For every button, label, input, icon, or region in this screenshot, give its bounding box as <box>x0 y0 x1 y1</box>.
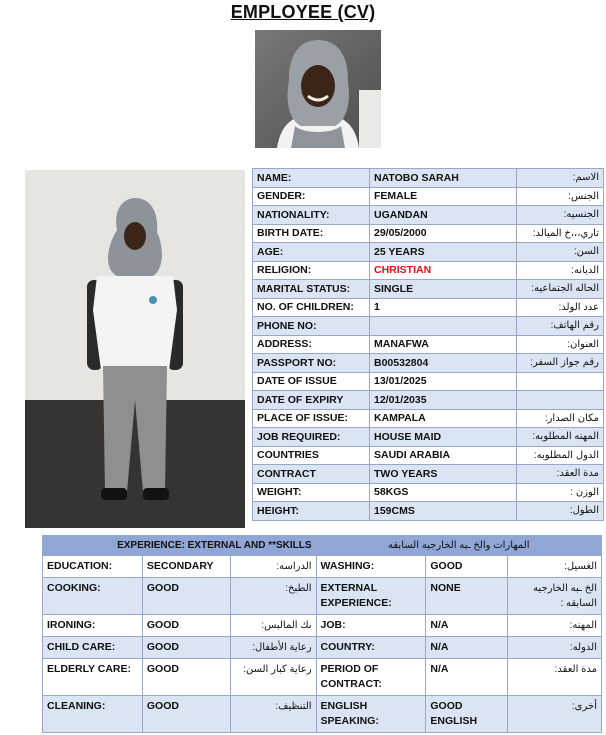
info-value: 58KGS <box>370 483 517 502</box>
info-row <box>253 446 604 465</box>
skill-value: GOOD <box>142 637 230 659</box>
skill-label-en: CHILD CARE: <box>43 637 143 659</box>
info-label-en: COUNTRIES <box>253 446 370 465</box>
skill-label-ar: التنظيف: <box>230 696 316 733</box>
info-label-en: NO. OF CHILDREN: <box>253 298 370 317</box>
skills-row <box>43 696 602 733</box>
info-label-ar: الحاله الجتماعيه: <box>517 280 604 299</box>
info-value: KAMPALA <box>370 409 517 428</box>
experience-value: N/A <box>426 615 508 637</box>
skill-label-ar: رعاية الأطفال: <box>230 637 316 659</box>
info-value: UGANDAN <box>370 206 517 225</box>
info-label-en: PASSPORT NO: <box>253 354 370 373</box>
experience-value: GOOD <box>426 556 508 578</box>
info-label-en: ADDRESS: <box>253 335 370 354</box>
skill-label-ar: الدراسه: <box>230 556 316 578</box>
info-row <box>253 298 604 317</box>
info-row <box>253 335 604 354</box>
info-value: SAUDI ARABIA <box>370 446 517 465</box>
info-label-ar: رقم جواز السفر: <box>517 354 604 373</box>
experience-value: GOOD ENGLISH <box>426 696 508 733</box>
info-label-en: WEIGHT: <box>253 483 370 502</box>
portrait-photo <box>255 30 381 148</box>
info-value: CHRISTIAN <box>370 261 517 280</box>
info-label-ar: الجنسيه: <box>517 206 604 225</box>
experience-value: N/A <box>426 659 508 696</box>
info-label-ar: تاري،،،خ الميالد: <box>517 224 604 243</box>
skills-row <box>43 659 602 696</box>
info-label-en: AGE: <box>253 243 370 262</box>
info-label-ar: الوزن : <box>517 483 604 502</box>
info-row <box>253 391 604 410</box>
experience-label-ar: الغسيل: <box>508 556 602 578</box>
info-value: SINGLE <box>370 280 517 299</box>
info-label-ar: السن: <box>517 243 604 262</box>
info-label-ar: الاسم: <box>517 169 604 188</box>
info-row <box>253 465 604 484</box>
info-label-en: DATE OF ISSUE <box>253 372 370 391</box>
info-label-en: RELIGION: <box>253 261 370 280</box>
info-label-en: PLACE OF ISSUE: <box>253 409 370 428</box>
info-row <box>253 409 604 428</box>
info-row <box>253 280 604 299</box>
experience-label-en: JOB: <box>316 615 426 637</box>
skill-value: GOOD <box>142 696 230 733</box>
info-value: HOUSE MAID <box>370 428 517 447</box>
info-row <box>253 261 604 280</box>
page-title: EMPLOYEE (CV) <box>230 2 376 22</box>
info-label-ar: مدة العقد: <box>517 465 604 484</box>
skill-value: GOOD <box>142 578 230 615</box>
info-label-en: CONTRACT <box>253 465 370 484</box>
skill-label-ar: رعاية كبار السن: <box>230 659 316 696</box>
info-row <box>253 243 604 262</box>
info-label-ar: الطول: <box>517 502 604 521</box>
info-label-en: HEIGHT: <box>253 502 370 521</box>
info-value: 29/05/2000 <box>370 224 517 243</box>
skill-value: GOOD <box>142 615 230 637</box>
info-label-ar <box>517 372 604 391</box>
skill-label-en: EDUCATION: <box>43 556 143 578</box>
info-row <box>253 224 604 243</box>
experience-label-ar: الدوله: <box>508 637 602 659</box>
skill-label-en: COOKING: <box>43 578 143 615</box>
experience-label-ar: الخ ـبه الخارجيه السابقه : <box>508 578 602 615</box>
skills-header-row <box>43 536 602 556</box>
experience-label-en: COUNTRY: <box>316 637 426 659</box>
experience-label-en: WASHING: <box>316 556 426 578</box>
info-value <box>370 317 517 336</box>
skill-value: GOOD <box>142 659 230 696</box>
info-row <box>253 372 604 391</box>
info-value: 1 <box>370 298 517 317</box>
info-value: NATOBO SARAH <box>370 169 517 188</box>
info-label-en: GENDER: <box>253 187 370 206</box>
info-label-ar <box>517 391 604 410</box>
experience-label-en: PERIOD OF CONTRACT: <box>316 659 426 696</box>
info-label-en: MARITAL STATUS: <box>253 280 370 299</box>
skill-label-en: ELDERLY CARE: <box>43 659 143 696</box>
experience-label-en: ENGLISH SPEAKING: <box>316 696 426 733</box>
skills-row <box>43 615 602 637</box>
skill-label-en: CLEANING: <box>43 696 143 733</box>
skills-row <box>43 578 602 615</box>
info-label-ar: رقم الهاتف: <box>517 317 604 336</box>
personal-info-table <box>252 168 604 521</box>
info-label-ar: عدد الولد: <box>517 298 604 317</box>
info-label-ar: مكان الصدار: <box>517 409 604 428</box>
info-label-en: BIRTH DATE: <box>253 224 370 243</box>
info-label-en: NAME: <box>253 169 370 188</box>
experience-value: NONE <box>426 578 508 615</box>
info-value: B00532804 <box>370 354 517 373</box>
info-label-en: DATE OF EXPIRY <box>253 391 370 410</box>
info-value: 12/01/2035 <box>370 391 517 410</box>
info-label-ar: الدول المطلوبه: <box>517 446 604 465</box>
info-value: 25 YEARS <box>370 243 517 262</box>
skill-label-ar: ىك المالبس: <box>230 615 316 637</box>
skill-value: SECONDARY <box>142 556 230 578</box>
info-row <box>253 317 604 336</box>
info-row <box>253 187 604 206</box>
experience-value: N/A <box>426 637 508 659</box>
experience-label-ar: مدة العقد: <box>508 659 602 696</box>
info-label-ar: الديانه: <box>517 261 604 280</box>
full-body-photo <box>25 170 245 528</box>
info-row <box>253 206 604 225</box>
skills-header-ar: المهارات والخ ـبه الخارجيه السابقه <box>316 536 601 556</box>
info-row <box>253 483 604 502</box>
info-value: 159CMS <box>370 502 517 521</box>
info-value: 13/01/2025 <box>370 372 517 391</box>
skills-row <box>43 637 602 659</box>
info-row <box>253 428 604 447</box>
info-row <box>253 354 604 373</box>
info-value: MANAFWA <box>370 335 517 354</box>
info-row <box>253 502 604 521</box>
info-label-ar: المهنه المطلوبه: <box>517 428 604 447</box>
info-label-en: NATIONALITY: <box>253 206 370 225</box>
info-row <box>253 169 604 188</box>
info-value: TWO YEARS <box>370 465 517 484</box>
skills-row <box>43 556 602 578</box>
experience-label-en: EXTERNAL EXPERIENCE: <box>316 578 426 615</box>
skills-experience-table <box>42 535 602 733</box>
info-label-ar: العنوان: <box>517 335 604 354</box>
experience-label-ar: أخرى: <box>508 696 602 733</box>
info-label-en: PHONE NO: <box>253 317 370 336</box>
skill-label-en: IRONING: <box>43 615 143 637</box>
info-value: FEMALE <box>370 187 517 206</box>
experience-label-ar: المهنه: <box>508 615 602 637</box>
skills-header-en: EXPERIENCE: EXTERNAL AND **SKILLS <box>43 536 317 556</box>
info-label-ar: الجنس: <box>517 187 604 206</box>
skill-label-ar: الطبخ: <box>230 578 316 615</box>
info-label-en: JOB REQUIRED: <box>253 428 370 447</box>
